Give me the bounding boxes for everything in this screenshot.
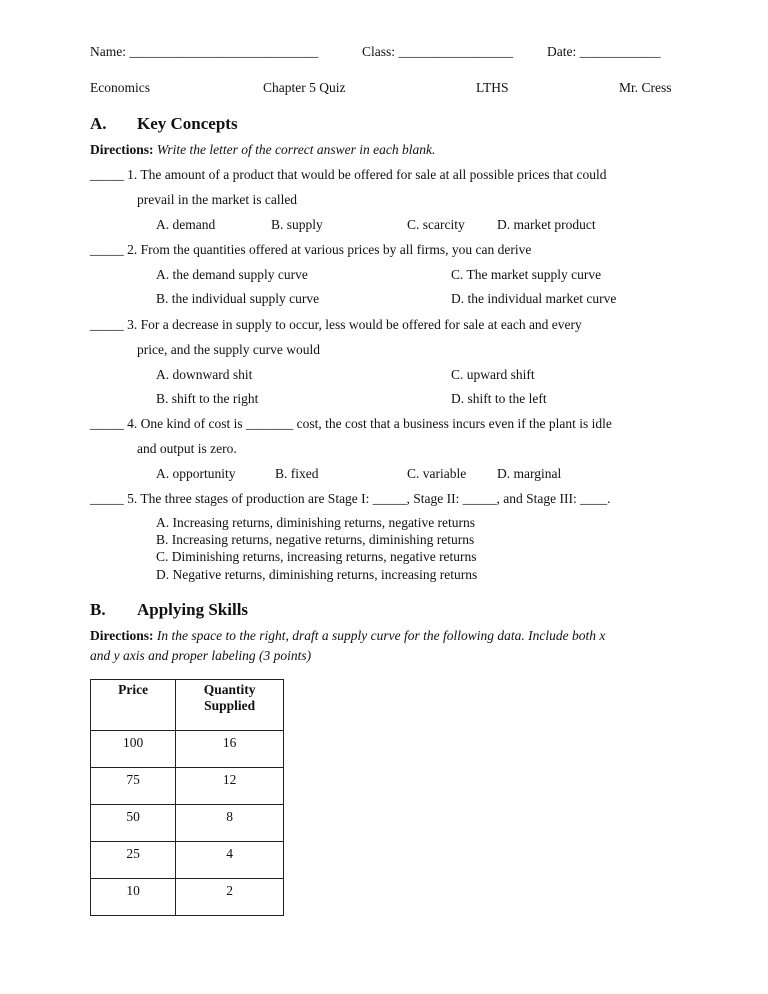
question-5: _____ 5. The three stages of production are Stage I: _____, Stage II: _____, and Stage III: ____. xyxy=(90,491,611,506)
q4-option-d: D. marginal xyxy=(497,466,562,481)
question-1-cont: prevail in the market is called xyxy=(137,192,298,207)
directions-text-cont: and y axis and proper labeling (3 points) xyxy=(90,648,312,663)
price-cell: 75 xyxy=(91,768,176,805)
table-row xyxy=(91,805,284,842)
q4-option-a: A. opportunity xyxy=(156,466,236,481)
name-field: Name: ____________________________ xyxy=(90,44,319,59)
directions-label: Directions: xyxy=(90,628,154,643)
subject: Economics xyxy=(90,80,150,95)
q2-option-c: C. The market supply curve xyxy=(451,267,602,282)
price-cell: 50 xyxy=(91,805,176,842)
supply-table xyxy=(90,679,284,916)
question-1: _____ 1. The amount of a product that would be offered for sale at all possible prices that could xyxy=(90,167,607,182)
q2-option-d: D. the individual market curve xyxy=(451,291,617,306)
table-row xyxy=(91,879,284,916)
question-4-cont: and output is zero. xyxy=(137,441,237,456)
header-quantity: Quantity Supplied xyxy=(176,680,284,731)
price-cell: 100 xyxy=(91,731,176,768)
question-4: _____ 4. One kind of cost is _______ cost, the cost that a business incurs even if the plant is idle xyxy=(90,416,612,431)
chapter: Chapter 5 Quiz xyxy=(263,80,346,95)
q4-option-b: B. fixed xyxy=(275,466,319,481)
q5-option-a: A. Increasing returns, diminishing returns, negative returns xyxy=(156,515,476,530)
quantity-cell: 2 xyxy=(176,879,284,916)
section-a-letter: A. xyxy=(90,114,107,133)
teacher: Mr. Cress xyxy=(619,80,672,95)
q1-option-a: A. demand xyxy=(156,217,216,232)
quantity-cell: 16 xyxy=(176,731,284,768)
q4-option-c: C. variable xyxy=(407,466,467,481)
table-row xyxy=(91,842,284,879)
q1-option-b: B. supply xyxy=(271,217,323,232)
quantity-cell: 4 xyxy=(176,842,284,879)
section-a-title: Key Concepts xyxy=(137,114,238,133)
date-field: Date: ____________ xyxy=(547,44,661,59)
q5-option-d: D. Negative returns, diminishing returns, increasing returns xyxy=(156,567,478,582)
question-3: _____ 3. For a decrease in supply to occur, less would be offered for sale at each and every xyxy=(90,317,582,332)
header-price: Price xyxy=(91,680,176,731)
q2-option-b: B. the individual supply curve xyxy=(156,291,320,306)
q5-option-b: B. Increasing returns, negative returns, diminishing returns xyxy=(156,532,475,547)
q1-option-d: D. market product xyxy=(497,217,596,232)
question-3-cont: price, and the supply curve would xyxy=(137,342,320,357)
table-header-row xyxy=(91,680,284,731)
q1-option-c: C. scarcity xyxy=(407,217,465,232)
quantity-cell: 8 xyxy=(176,805,284,842)
school: LTHS xyxy=(476,80,509,95)
directions-text: In the space to the right, draft a supply curve for the following data. Include both x xyxy=(156,628,606,643)
quantity-cell: 12 xyxy=(176,768,284,805)
question-2: _____ 2. From the quantities offered at various prices by all firms, you can derive xyxy=(90,242,532,257)
directions-label: Directions: xyxy=(90,142,154,157)
directions-text: Write the letter of the correct answer in each blank. xyxy=(156,142,436,157)
q3-option-d: D. shift to the left xyxy=(451,391,547,406)
class-field: Class: _________________ xyxy=(362,44,514,59)
price-cell: 25 xyxy=(91,842,176,879)
section-b-title: Applying Skills xyxy=(137,600,249,619)
q3-option-b: B. shift to the right xyxy=(156,391,259,406)
q3-option-c: C. upward shift xyxy=(451,367,535,382)
table-row xyxy=(91,731,284,768)
q3-option-a: A. downward shit xyxy=(156,367,253,382)
q2-option-a: A. the demand supply curve xyxy=(156,267,308,282)
section-b-letter: B. xyxy=(90,600,106,619)
price-cell: 10 xyxy=(91,879,176,916)
q5-option-c: C. Diminishing returns, increasing returns, negative returns xyxy=(156,549,477,564)
table-row xyxy=(91,768,284,805)
